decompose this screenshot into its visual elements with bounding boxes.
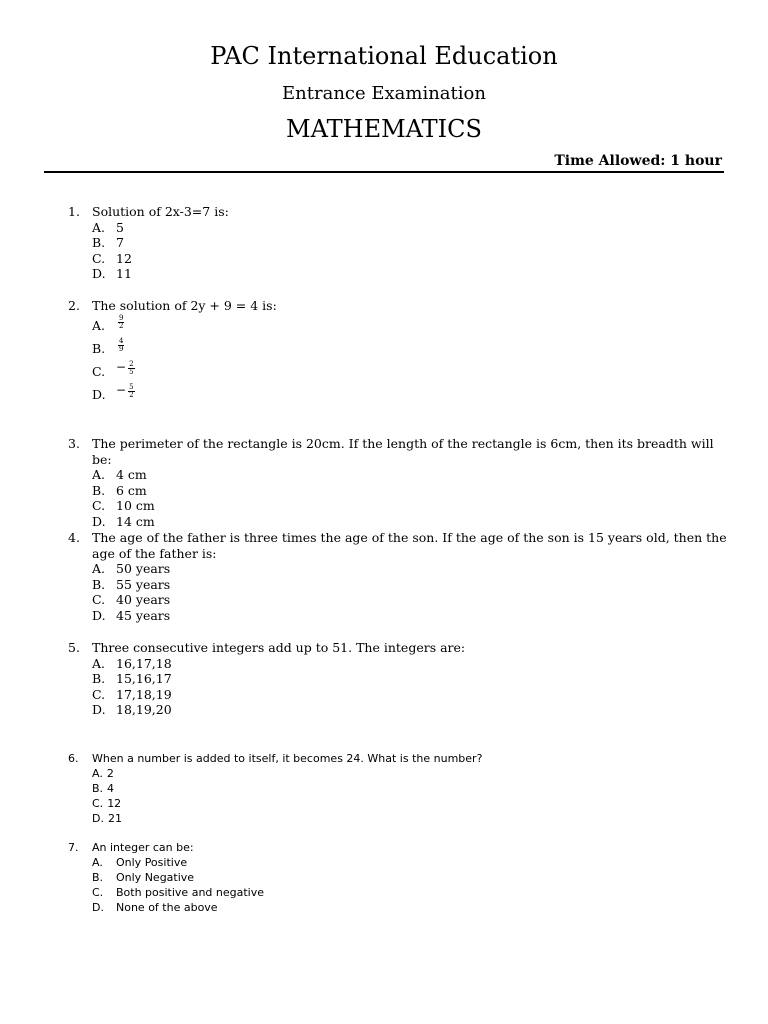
fraction: $\frac{4}{9}$ <box>119 336 124 353</box>
time-allowed: Time Allowed: 1 hour <box>554 153 722 169</box>
option-d: D. 18,19,20 <box>92 702 172 717</box>
question-number: 6. <box>68 752 79 765</box>
option-d: D. − $\frac{5}{2}$ <box>92 382 134 402</box>
question-number: 3. <box>68 436 80 451</box>
option-b: B. Only Negative <box>92 871 195 884</box>
option-c: C. 40 years <box>92 592 171 607</box>
question-number: 4. <box>68 530 80 545</box>
option-a: A. $\frac{9}{2}$ <box>92 313 124 333</box>
option-b: B. 6 cm <box>92 482 147 498</box>
question-5 <box>68 640 728 718</box>
option-d: D. 14 cm <box>92 513 155 529</box>
question-stem: The perimeter of the rectangle is 20cm. If the length of the rectangle is 6cm, then its breadth will be: <box>92 436 714 467</box>
question-stem: Solution of 2x-3=7 is: <box>92 204 229 219</box>
option-a: A. 5 <box>92 219 124 235</box>
option-a: A. 4 cm <box>92 467 147 482</box>
question-stem: Three consecutive integers add up to 51. The integers are: <box>92 640 466 655</box>
option-b: B. $\frac{4}{9}$ <box>92 336 124 356</box>
option-a: A. 16,17,18 <box>92 655 172 671</box>
question-6 <box>68 751 728 826</box>
question-1 <box>68 204 728 282</box>
question-number: 2. <box>68 298 80 313</box>
option-b: B. 55 years <box>92 576 171 592</box>
subject-title: MATHEMATICS <box>286 115 482 143</box>
question-stem: The solution of 2y + 9 = 4 is: <box>92 298 277 313</box>
question-number: 1. <box>68 204 80 219</box>
option-a: A. Only Positive <box>92 856 188 869</box>
option-d: D. 21 <box>92 812 122 825</box>
question-number: 5. <box>68 640 80 655</box>
header-divider <box>44 171 724 173</box>
question-2 <box>68 298 728 406</box>
option-b: B. 7 <box>92 235 124 250</box>
question-stem: The age of the father is three times the age of the son. If the age of the son is 15 years old, then the age of the father is: <box>92 530 727 561</box>
option-d: D. 11 <box>92 266 132 281</box>
option-c: C. 10 cm <box>92 498 155 513</box>
option-c: C. 12 <box>92 797 122 810</box>
question-3 <box>68 436 728 529</box>
option-a: A. 2 <box>92 767 114 780</box>
option-c: C. − $\frac{2}{5}$ <box>92 359 134 379</box>
question-stem: When a number is added to itself, it becomes 24. What is the number? <box>92 752 483 765</box>
option-c: C. Both positive and negative <box>92 886 265 899</box>
option-d: D. 45 years <box>92 607 171 623</box>
option-c: C. 17,18,19 <box>92 686 172 702</box>
question-number: 7. <box>68 841 79 854</box>
question-stem: An integer can be: <box>92 841 194 854</box>
option-c: C. 12 <box>92 250 132 266</box>
option-b: B. 4 <box>92 782 115 795</box>
question-4 <box>68 530 728 623</box>
option-d: D. None of the above <box>92 901 218 914</box>
exam-subtitle: Entrance Examination <box>282 83 486 104</box>
fraction: $\frac{5}{2}$ <box>129 382 134 399</box>
option-a: A. 50 years <box>92 561 171 576</box>
question-7 <box>68 840 728 915</box>
fraction: $\frac{9}{2}$ <box>119 313 124 330</box>
option-b: B. 15,16,17 <box>92 671 172 686</box>
institution-title: PAC International Education <box>210 42 558 70</box>
fraction: $\frac{2}{5}$ <box>129 359 134 376</box>
